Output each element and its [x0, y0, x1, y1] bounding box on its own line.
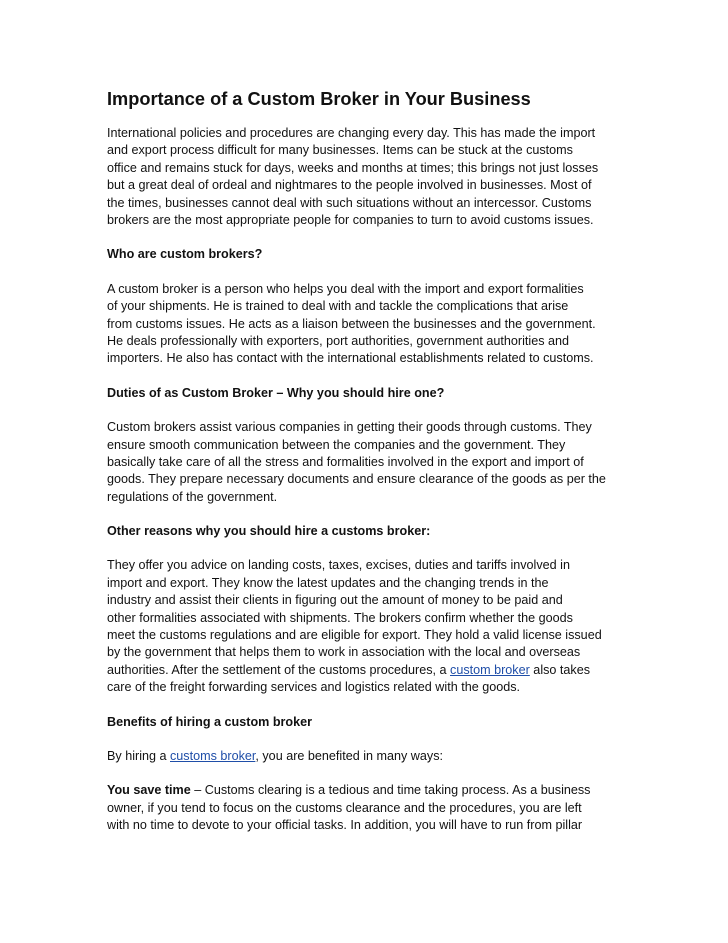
- document-title: Importance of a Custom Broker in Your Business: [107, 89, 531, 109]
- benefits-heading: Benefits of hiring a custom broker: [107, 714, 313, 729]
- intro-line: the times, businesses cannot deal with such situations without an intercessor. Customs: [107, 195, 592, 210]
- benefits-after: , you are benefited in many ways:: [255, 749, 443, 763]
- duties-line: Custom brokers assist various companies in getting their goods through customs. They: [107, 420, 592, 435]
- other-line: They offer you advice on landing costs, taxes, excises, duties and tariffs involved in: [107, 558, 570, 573]
- other-reasons-heading: Other reasons why you should hire a customs broker:: [107, 524, 431, 539]
- who-line: A custom broker is a person who helps you deal with the import and export formalities: [107, 281, 584, 296]
- document-page: [107, 88, 623, 852]
- other-link-after: also takes: [529, 662, 591, 677]
- intro-paragraph: [107, 125, 623, 229]
- who-line: He deals professionally with exporters, port authorities, government authorities and: [107, 333, 570, 348]
- who-paragraph: [107, 281, 623, 368]
- who-heading: Who are custom brokers?: [107, 247, 263, 262]
- who-line: from customs issues. He acts as a liaison between the businesses and the government.: [107, 316, 596, 331]
- save-time-line: [107, 782, 623, 799]
- who-line: importers. He also has contact with the international establishments related to customs.: [107, 351, 594, 366]
- duties-heading: Duties of as Custom Broker – Why you should hire one?: [107, 385, 445, 400]
- save-time-label: You save time: [107, 783, 191, 798]
- customs-broker-link[interactable]: customs broker: [170, 749, 256, 763]
- save-time-line: owner, if you tend to focus on the customs clearance and the procedures, you are left: [107, 800, 582, 815]
- duties-line: goods. They prepare necessary documents and ensure clearance of the goods as per the: [107, 472, 606, 487]
- intro-line: International policies and procedures are changing every day. This has made the import: [107, 126, 596, 140]
- save-time-line: with no time to devote to your official tasks. In addition, you will have to run from pillar: [107, 818, 583, 833]
- intro-line: brokers are the most appropriate people for companies to turn to avoid customs issues.: [107, 212, 594, 227]
- save-time-paragraph: [107, 782, 623, 834]
- intro-line: and export process difficult for many businesses. Items can be stuck at the customs: [107, 143, 573, 158]
- other-line: care of the freight forwarding services and logistics related with the goods.: [107, 680, 521, 695]
- other-reasons-paragraph: [107, 557, 623, 696]
- benefits-before: By hiring a: [107, 749, 170, 763]
- other-line: by the government that helps them to work in association with the local and overseas: [107, 645, 581, 660]
- other-line: industry and assist their clients in figuring out the amount of money to be paid and: [107, 593, 563, 608]
- other-line: other formalities associated with shipments. The brokers confirm whether the goods: [107, 610, 573, 625]
- save-time-first: – Customs clearing is a tedious and time taking process. As a business: [190, 783, 591, 798]
- duties-paragraph: [107, 419, 623, 506]
- benefits-line: [107, 748, 623, 765]
- benefits-paragraph: [107, 748, 623, 765]
- other-line-with-link: [107, 662, 623, 679]
- intro-line: office and remains stuck for days, weeks and months at times; this brings not just losses: [107, 160, 599, 175]
- custom-broker-link[interactable]: custom broker: [450, 662, 530, 677]
- intro-line: but a great deal of ordeal and nightmares to the people involved in businesses. Most of: [107, 178, 592, 193]
- duties-line: regulations of the government.: [107, 489, 278, 504]
- other-line: meet the customs regulations and are eligible for export. They hold a valid license issued: [107, 628, 602, 643]
- who-line: of your shipments. He is trained to deal with and tackle the complications that arise: [107, 299, 569, 314]
- duties-line: ensure smooth communication between the companies and the government. They: [107, 437, 566, 452]
- other-line: import and export. They know the latest updates and the changing trends in the: [107, 575, 549, 590]
- duties-line: basically take care of all the stress and formalities involved in the export and import of: [107, 454, 584, 469]
- other-link-before: authorities. After the settlement of the customs procedures, a: [107, 662, 451, 677]
